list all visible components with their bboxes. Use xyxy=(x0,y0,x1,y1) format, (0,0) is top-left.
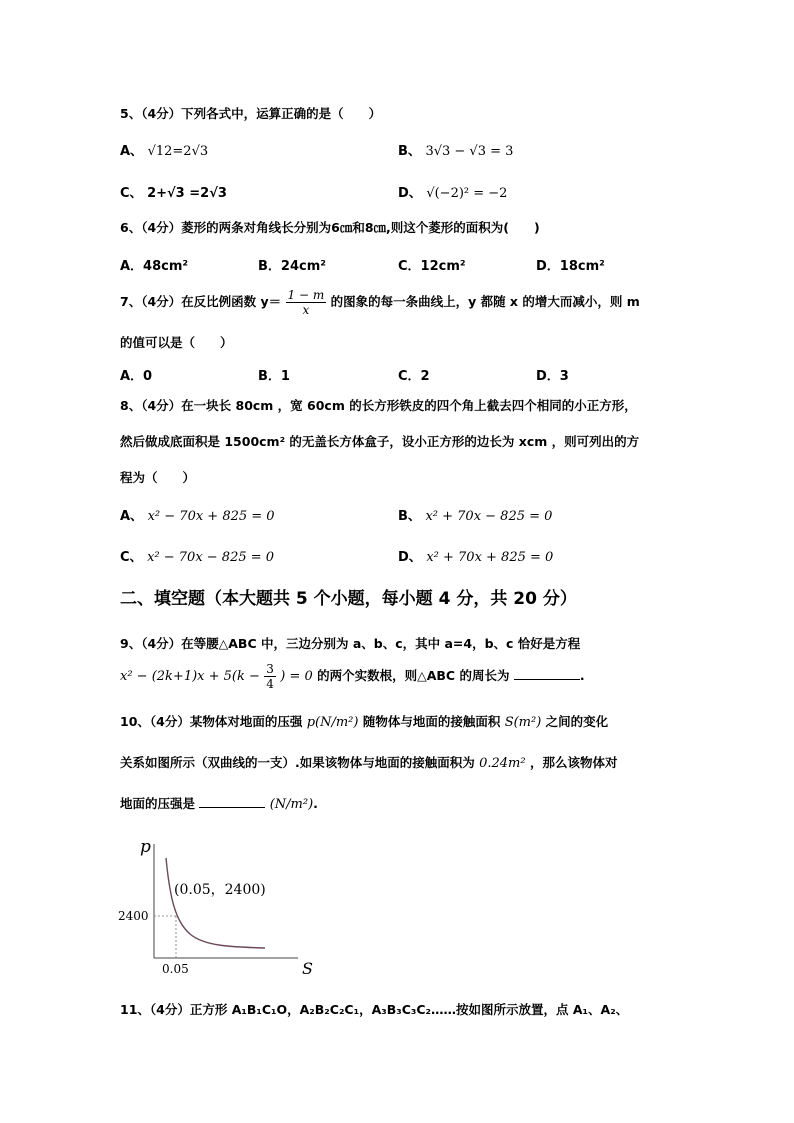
q9-equation-post: ) = 0 xyxy=(280,669,313,684)
q8-option-b-label: B、 xyxy=(398,509,421,524)
q5-option-c xyxy=(120,182,227,201)
q8-line3: 程为（ ） xyxy=(120,470,196,485)
q9-equation-pre: x² − (2k+1)x + 5(k − xyxy=(120,669,260,684)
q7-fraction-num: 1 − m xyxy=(287,288,325,302)
q8-option-a xyxy=(120,505,275,524)
q7-option-d: D．3 xyxy=(536,369,569,384)
q7-stem xyxy=(120,288,640,317)
q10-line2-post: ，那么该物体对 xyxy=(529,755,618,770)
q5-option-a xyxy=(120,140,208,159)
q8-option-b-expr: x² + 70x − 825 = 0 xyxy=(425,509,553,524)
q9-fraction-num: 3 xyxy=(266,662,274,676)
q5-option-d-expr: √(−2)² = −2 xyxy=(426,186,508,201)
q6-option-a: A．48cm² xyxy=(120,259,189,274)
q9-end: . xyxy=(579,668,585,683)
q9-fraction-den: 4 xyxy=(266,677,274,691)
q9-line1: 9、（4分）在等腰△ABC 中，三边分别为 a、b、c，其中 a=4，b、c 恰好是方程 xyxy=(120,636,581,651)
q10-line2-pre: 关系如图所示（双曲线的一支）.如果该物体与地面的接触面积为 xyxy=(120,755,475,770)
q10-line1-mid: 随物体与地面的接触面积 xyxy=(362,714,501,729)
q8-option-c-label: C、 xyxy=(120,550,143,565)
q10-area: 0.24m² xyxy=(479,756,526,771)
section-heading: 二、填空题（本大题共 5 个小题，每小题 4 分，共 20 分） xyxy=(120,589,577,609)
q8-line2: 然后做成底面积是 1500cm² 的无盖长方体盒子，设小正方形的边长为 xcm ，则可列出的方 xyxy=(120,434,640,449)
q10-line3-pre: 地面的压强是 xyxy=(120,796,196,811)
q5-option-a-label: A、 xyxy=(120,144,144,159)
q5-option-b-expr: 3√3 − √3 = 3 xyxy=(425,144,514,159)
q10-line1-post: 之间的变化 xyxy=(545,714,609,729)
q6-option-c: C．12cm² xyxy=(398,259,466,274)
q6-stem: 6、（4分）菱形的两条对角线长分别为6㎝和8㎝,则这个菱形的面积为( ) xyxy=(120,220,540,235)
q6-option-b: B．24cm² xyxy=(258,259,326,274)
q8-option-d xyxy=(398,546,553,565)
q8-option-d-label: D、 xyxy=(398,550,422,565)
x-tick-label: 0.05 xyxy=(162,962,189,976)
q7-option-a: A．0 xyxy=(120,369,153,384)
q8-option-a-label: A、 xyxy=(120,509,144,524)
q5-option-d-label: D、 xyxy=(398,186,422,201)
y-tick-label: 2400 xyxy=(118,909,149,923)
q5-option-b-label: B、 xyxy=(398,144,421,159)
q10-line3 xyxy=(120,794,318,812)
q8-option-c xyxy=(120,546,274,565)
q9-fraction xyxy=(264,662,276,691)
q9-line2-post: 的两个实数根，则△ABC 的周长为 xyxy=(317,668,510,683)
y-axis-label: p xyxy=(140,837,151,857)
q6-option-d: D．18cm² xyxy=(536,259,605,274)
q8-option-b xyxy=(398,505,552,524)
q5-stem: 5、（4分）下列各式中，运算正确的是（ ） xyxy=(120,106,382,121)
q8-option-d-expr: x² + 70x + 825 = 0 xyxy=(426,550,554,565)
q7-option-c: C．2 xyxy=(398,369,430,384)
q9-answer-blank[interactable] xyxy=(514,667,580,680)
q5-option-d xyxy=(398,182,507,201)
q11-line1: 11、（4分）正方形 A₁B₁C₁O，A₂B₂C₂C₁，A₃B₃C₃C₂……按如图所示放置，点 A₁、A₂、 xyxy=(120,1002,629,1017)
q5-option-a-expr: √12=2√3 xyxy=(147,144,209,159)
q10-answer-blank[interactable] xyxy=(199,795,265,808)
q5-option-b xyxy=(398,140,513,159)
q10-s-unit: S(m²) xyxy=(504,715,542,730)
q7-option-b: B．1 xyxy=(258,369,290,384)
pressure-area-graph xyxy=(110,830,330,980)
q10-line1 xyxy=(120,712,608,730)
q10-p-unit: p(N/m²) xyxy=(306,715,359,730)
q9-line2 xyxy=(120,662,585,691)
q10-end: . xyxy=(313,796,318,811)
q7-stem-pre: 7、（4分）在反比例函数 y＝ xyxy=(120,294,282,309)
q10-line1-pre: 10、（4分）某物体对地面的压强 xyxy=(120,714,303,729)
hyperbola-curve xyxy=(166,858,265,948)
point-label: (0.05，2400) xyxy=(174,882,266,898)
q7-fraction xyxy=(286,288,327,317)
q10-line3-unit: (N/m²) xyxy=(269,797,314,812)
q5-option-c-label: C、 xyxy=(120,186,143,201)
q7-fraction-den: x xyxy=(302,303,310,317)
q5-option-c-expr: 2+√3 =2√3 xyxy=(147,186,227,201)
q7-stem-line2: 的值可以是（ ） xyxy=(120,335,233,350)
x-axis-label: S xyxy=(302,959,313,978)
q7-stem-post: 的图象的每一条曲线上，y 都随 x 的增大而减小，则 m xyxy=(330,294,640,309)
q10-line2 xyxy=(120,753,617,771)
q8-option-a-expr: x² − 70x + 825 = 0 xyxy=(147,509,275,524)
q8-option-c-expr: x² − 70x − 825 = 0 xyxy=(147,550,275,565)
q8-line1: 8、（4分）在一块长 80cm ，宽 60cm 的长方形铁皮的四个角上截去四个相同的小正方形， xyxy=(120,398,637,413)
